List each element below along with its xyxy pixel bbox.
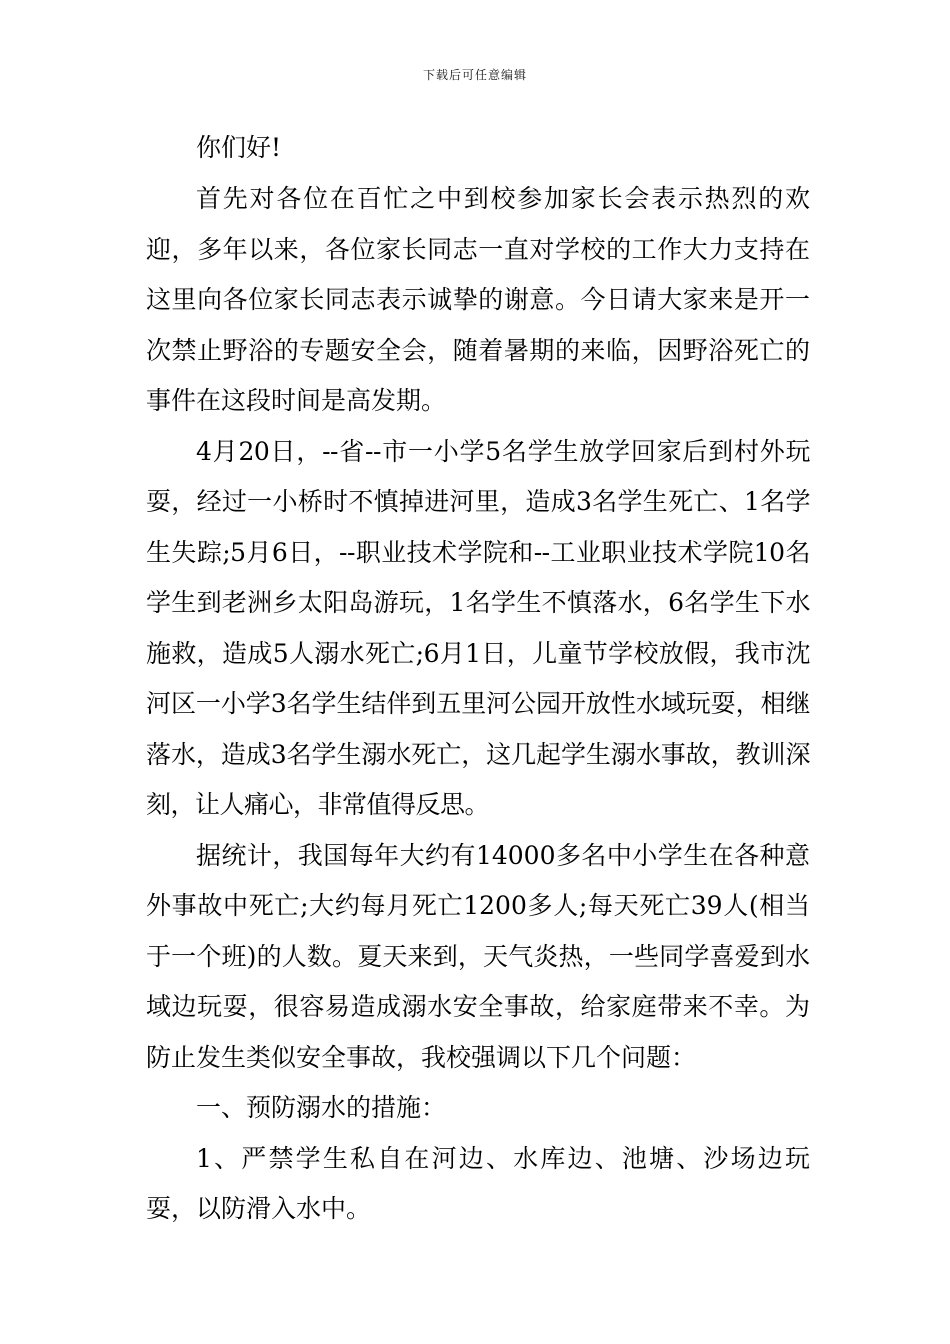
- document-body: [146, 122, 810, 1235]
- page-header-note: 下载后可任意编辑: [422, 68, 527, 82]
- greeting: 你们好!: [196, 133, 282, 162]
- paragraph-statistics: 据统计，我国每年大约有14000多名中小学生在各种意外事故中死亡;大约每月死亡1200多人;每天死亡39人(相当于一个班)的人数。夏天来到，天气炎热，一些同学喜爱到水域边玩耍，很容易造成溺水安全事故，给家庭带来不幸。为防止发生类似安全事故，我校强调以下几个问题：: [146, 840, 810, 1072]
- paragraph-incidents: 4月20日，--省--市一小学5名学生放学回家后到村外玩耍，经过一小桥时不慎掉进河里，造成3名学生死亡、1名学生失踪;5月6日，--职业技术学院和--工业职业技术学院10名学生到老洲乡太阳岛游玩，1名学生不慎落水，6名学生下水施救，造成5人溺水死亡;6月1日，儿童节学校放假，我市沈河区一小学3名学生结伴到五里河公园开放性水域玩耍，相继落水，造成3名学生溺水死亡，这几起学生溺水事故，教训深刻，让人痛心，非常值得反思。: [146, 436, 810, 819]
- paragraph-welcome: 首先对各位在百忙之中到校参加家长会表示热烈的欢迎，多年以来，各位家长同志一直对学校的工作大力支持在这里向各位家长同志表示诚挚的谢意。今日请大家来是开一次禁止野浴的专题安全会，随着暑期的来临，因野浴死亡的事件在这段时间是高发期。: [146, 184, 810, 415]
- section-heading-prevention: 一、预防溺水的措施：: [196, 1093, 447, 1122]
- list-item-rule-1: 1、严禁学生私自在河边、水库边、池塘、沙场边玩耍，以防滑入水中。: [146, 1143, 810, 1223]
